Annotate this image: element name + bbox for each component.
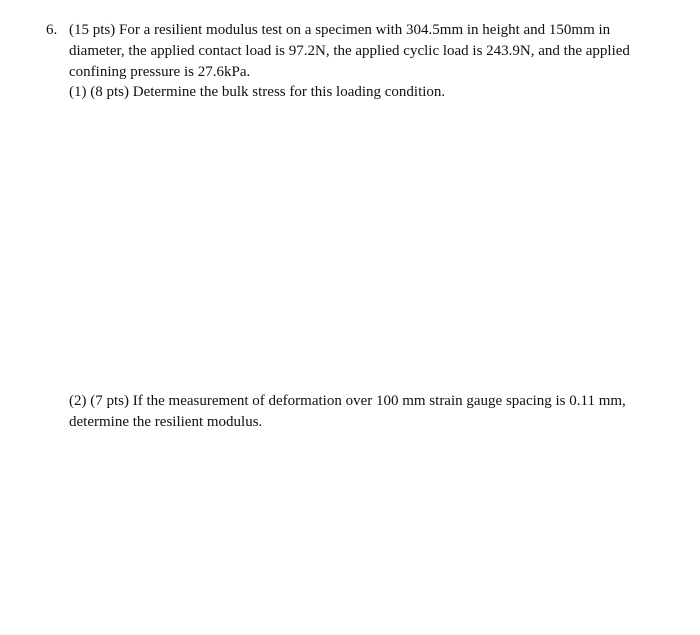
part-2-line: (2) (7 pts) If the measurement of deformation over 100 mm strain gauge spacing is 0.11 mm,: [69, 393, 626, 409]
question-part-1: [69, 82, 649, 103]
problem-line: diameter, the applied contact load is 97.2N, the applied cyclic load is 243.9N, and the applied: [69, 43, 630, 59]
question-part-2: [69, 391, 649, 433]
part-1-line: (1) (8 pts) Determine the bulk stress for this loading condition.: [69, 84, 446, 100]
problem-number: 6.: [46, 22, 58, 38]
problem-statement: [46, 20, 646, 83]
problem-line: confining pressure is 27.6kPa.: [69, 64, 251, 80]
problem-line: (15 pts) For a resilient modulus test on a specimen with 304.5mm in height and 150mm in: [69, 22, 611, 38]
part-2-line: determine the resilient modulus.: [69, 414, 263, 430]
problem-text: [69, 20, 646, 83]
